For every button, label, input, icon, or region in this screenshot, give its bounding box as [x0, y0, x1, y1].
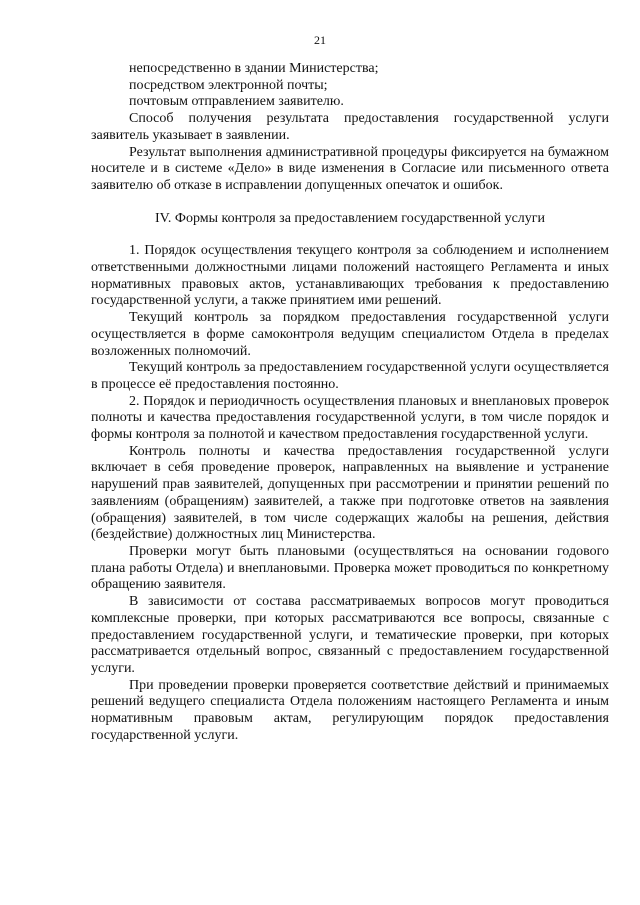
- paragraph: Проверки могут быть плановыми (осуществляться на основании годового плана работы Отдела) и внеплановыми. Проверка может проводиться по конкретному обращению заявителя.: [91, 543, 609, 593]
- paragraph: непосредственно в здании Министерства;: [129, 61, 379, 76]
- paragraph: почтовым отправлением заявителю.: [129, 94, 344, 110]
- paragraph: Контроль полноты и качества предоставления государственной услуги включает в себя проведение проверок, направленных на выявление и устранение нарушений прав заявителей, допущенных при рассмотрении и принятии решений по заявлениям (обращениям) заявителей, а также при подготовке ответов на заявления (обращения) заявителей, в том числе содержащих жалобы на решения, действия (бездействие) должностных лиц Министерства.: [91, 443, 609, 543]
- paragraph: Результат выполнения административной процедуры фиксируется на бумажном носителе и в системе «Дело» в виде изменения в Согласие или письменного ответа заявителю об отказе в исправлении допущенных опечаток и ошибок.: [91, 144, 609, 193]
- page-number: 21: [314, 33, 326, 47]
- paragraph: Текущий контроль за предоставлением государственной услуги осуществляется в процессе её предоставления постоянно.: [91, 360, 609, 392]
- paragraph: При проведении проверки проверяется соответствие действий и принимаемых решений ведущего специалиста Отдела положениям настоящего Регламента и иным нормативным правовым актам, регулирующим порядок предоставления государственной услуги.: [91, 677, 609, 743]
- paragraph: посредством электронной почты;: [129, 77, 328, 93]
- section-heading: IV. Формы контроля за предоставлением государственной услуги: [154, 210, 546, 226]
- paragraph: 2. Порядок и периодичность осуществления плановых и внеплановых проверок полноты и качества предоставления государственной услуги, в том числе порядок и формы контроля за полнотой и качеством предоставления государственной услуги.: [91, 393, 609, 443]
- document-body: [91, 61, 609, 744]
- paragraph: Текущий контроль за порядком предоставления государственной услуги осуществляется в форме самоконтроля ведущим специалистом Отдела в пределах возложенных полномочий.: [91, 310, 609, 359]
- paragraph: В зависимости от состава рассматриваемых вопросов могут проводиться комплексные проверки, при которых рассматриваются все вопросы, связанные с предоставлением государственной услуги, и тематические проверки, при которых рассматривается отдельный вопрос, связанный с предоставлением государственной услуги.: [91, 594, 609, 676]
- paragraph: Способ получения результата предоставления государственной услуги заявитель указывает в заявлении.: [91, 111, 609, 143]
- paragraph: 1. Порядок осуществления текущего контроля за соблюдением и исполнением ответственными должностными лицами положений настоящего Регламента и иных нормативных правовых актов, устанавливающих требования к предоставлению государственной услуги, а также принятием ими решений.: [91, 243, 609, 309]
